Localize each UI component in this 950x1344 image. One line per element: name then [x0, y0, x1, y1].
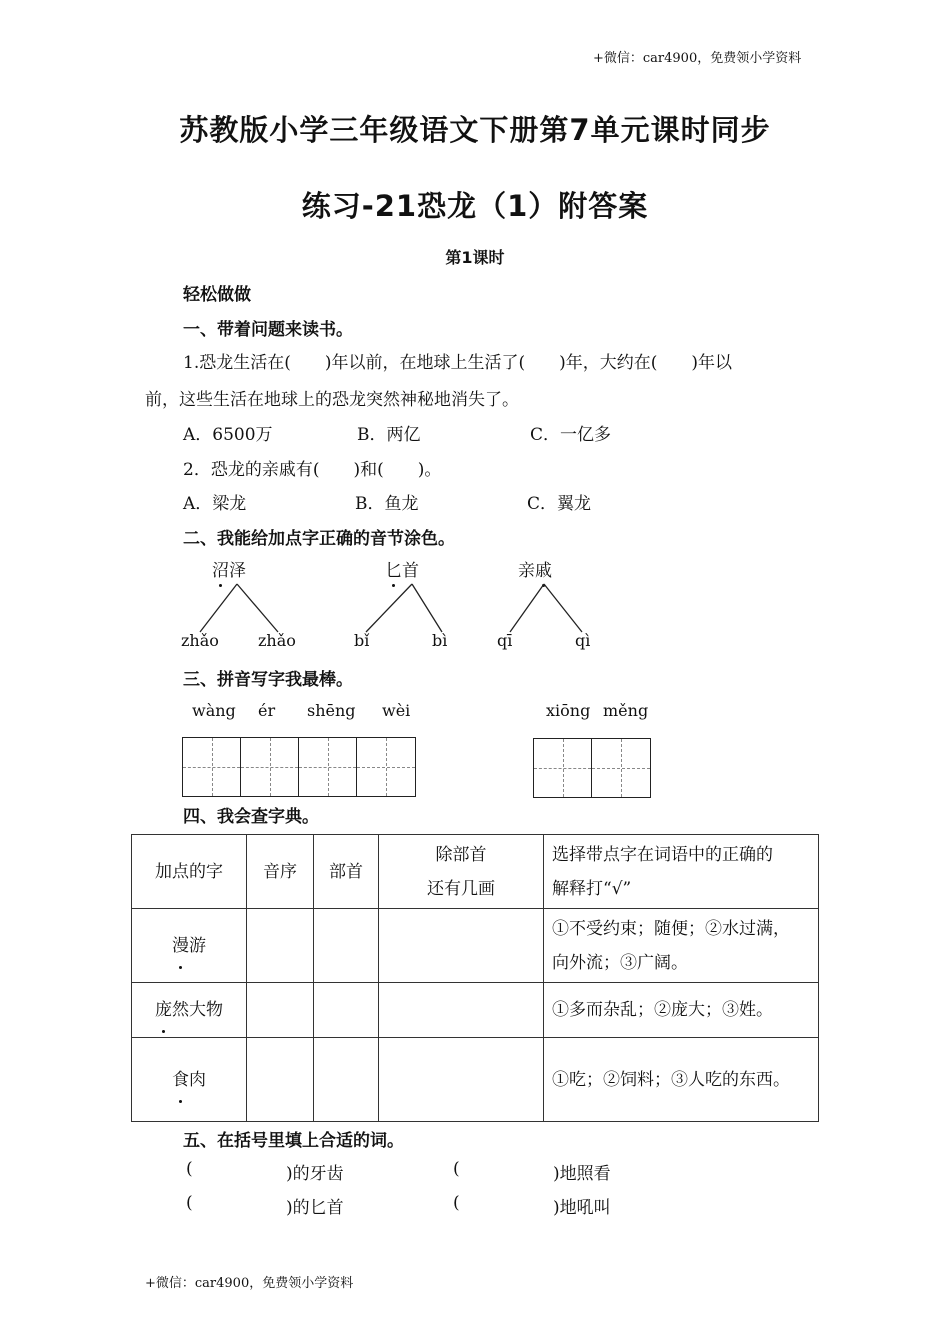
- header-meaning-l2: 解释打“√”: [552, 878, 632, 899]
- pinyin-label: xiōng: [546, 701, 591, 720]
- word-rest: 泽: [229, 561, 246, 581]
- q1-option-c: C．一亿多: [530, 425, 612, 445]
- pinyin-label: ér: [258, 701, 276, 720]
- q1-line2: 前，这些生活在地球上的恐龙突然神秘地消失了。: [145, 390, 519, 410]
- word-rest: 然大物: [172, 1000, 223, 1020]
- word-pre: 亲: [518, 561, 535, 581]
- dotted-char: 食: [172, 1063, 189, 1097]
- answer-cell[interactable]: [314, 909, 379, 983]
- meaning-cell: [544, 909, 819, 983]
- fill-open-paren: (: [453, 1159, 460, 1179]
- pinyin-option[interactable]: bì: [432, 631, 448, 650]
- dotted-char: 漫: [172, 929, 189, 963]
- header-meaning-l1: 选择带点字在词语中的正确的: [552, 844, 773, 865]
- section-1-heading: 一、带着问题来读书。: [183, 320, 353, 340]
- answer-cell[interactable]: [314, 1038, 379, 1122]
- lesson-label: 第1课时: [445, 248, 505, 267]
- tree-line: [200, 584, 237, 632]
- tree-line: [412, 584, 442, 632]
- section-easy: 轻松做做: [183, 285, 251, 305]
- dotted-char: 戚: [535, 556, 552, 581]
- fill-item: )地吼叫: [553, 1198, 611, 1218]
- pinyin-option[interactable]: qī: [497, 631, 513, 650]
- table-row: [132, 1038, 819, 1122]
- table-row: [132, 909, 819, 983]
- meaning-l1: ①不受约束；随便；②水过满，: [552, 918, 790, 939]
- q2-option-a: A．梁龙: [183, 494, 247, 514]
- dotted-char: 庞: [155, 993, 172, 1027]
- answer-cell[interactable]: [247, 909, 314, 983]
- word-rest: 首: [402, 561, 419, 581]
- watermark-top: +微信：car4900，免费领小学资料: [593, 51, 802, 66]
- section-4-heading: 四、我会查字典。: [183, 807, 319, 827]
- table-row: [132, 983, 819, 1038]
- q1-option-a: A．6500万: [183, 425, 273, 445]
- dotted-char: 匕: [385, 556, 402, 581]
- tree-line: [366, 584, 412, 632]
- pinyin-label: měng: [603, 701, 649, 720]
- tree-line: [544, 584, 582, 632]
- meaning-l2: 向外流；③广阔。: [552, 952, 688, 973]
- writing-cell[interactable]: [592, 739, 650, 797]
- writing-cell[interactable]: [241, 738, 299, 796]
- writing-cell[interactable]: [357, 738, 415, 796]
- section-5-heading: 五、在括号里填上合适的词。: [183, 1131, 404, 1151]
- pinyin-label: shēng: [307, 701, 356, 720]
- header-radical: 部首: [314, 835, 379, 909]
- answer-cell[interactable]: [247, 1038, 314, 1122]
- q1-option-b: B．两亿: [357, 425, 421, 445]
- tree-line: [237, 584, 278, 632]
- row-word: [132, 909, 247, 983]
- q2-text: 2．恐龙的亲戚有( )和( )。: [183, 460, 442, 480]
- q2-option-c: C．翼龙: [527, 494, 592, 514]
- tree-line: [510, 584, 544, 632]
- dictionary-table: [131, 834, 819, 1122]
- fill-open-paren: (: [186, 1159, 193, 1179]
- section-3-heading: 三、拼音写字我最棒。: [183, 670, 353, 690]
- watermark-bottom: +微信：car4900，免费领小学资料: [145, 1276, 354, 1291]
- header-strokes-l1: 除部首: [435, 844, 487, 865]
- writing-grid-4: [182, 737, 416, 797]
- pinyin-label: wàng: [192, 701, 236, 720]
- header-meaning: [544, 835, 819, 909]
- page-title-line2: 练习-21恐龙（1）附答案: [301, 189, 649, 223]
- word-rest: 游: [189, 935, 206, 956]
- header-char: 加点的字: [132, 835, 247, 909]
- answer-cell[interactable]: [379, 983, 544, 1038]
- q2-option-b: B．鱼龙: [355, 494, 419, 514]
- word-rest: 肉: [189, 1069, 206, 1090]
- table-header-row: [132, 835, 819, 909]
- dotted-char: 沼: [212, 556, 229, 581]
- meaning-cell: ①吃；②饲料；③人吃的东西。: [544, 1038, 819, 1122]
- writing-cell[interactable]: [299, 738, 357, 796]
- pinyin-option[interactable]: zhǎo: [181, 631, 219, 650]
- writing-cell[interactable]: [183, 738, 241, 796]
- writing-grid-2: [533, 738, 651, 798]
- q1-line1: 1.恐龙生活在( )年以前，在地球上生活了( )年，大约在( )年以: [183, 353, 733, 373]
- header-strokes: [379, 835, 544, 909]
- pinyin-option[interactable]: zhǎo: [258, 631, 296, 650]
- row-word: [132, 983, 247, 1038]
- fill-item: )的牙齿: [286, 1164, 344, 1184]
- answer-cell[interactable]: [314, 983, 379, 1038]
- meaning-cell: ①多而杂乱；②庞大；③姓。: [544, 983, 819, 1038]
- fill-open-paren: (: [453, 1193, 460, 1213]
- section-2-heading: 二、我能给加点字正确的音节涂色。: [183, 529, 455, 549]
- fill-item: )的匕首: [286, 1198, 344, 1218]
- row-word: [132, 1038, 247, 1122]
- answer-cell[interactable]: [247, 983, 314, 1038]
- writing-cell[interactable]: [534, 739, 592, 797]
- pinyin-option[interactable]: qì: [575, 631, 591, 650]
- header-order: 音序: [247, 835, 314, 909]
- fill-item: )地照看: [553, 1164, 611, 1184]
- answer-cell[interactable]: [379, 1038, 544, 1122]
- page-title-line1: 苏教版小学三年级语文下册第7单元课时同步: [179, 113, 771, 147]
- fill-open-paren: (: [186, 1193, 193, 1213]
- header-strokes-l2: 还有几画: [427, 878, 495, 899]
- pinyin-label: wèi: [382, 701, 411, 720]
- pinyin-option[interactable]: bǐ: [354, 631, 370, 650]
- answer-cell[interactable]: [379, 909, 544, 983]
